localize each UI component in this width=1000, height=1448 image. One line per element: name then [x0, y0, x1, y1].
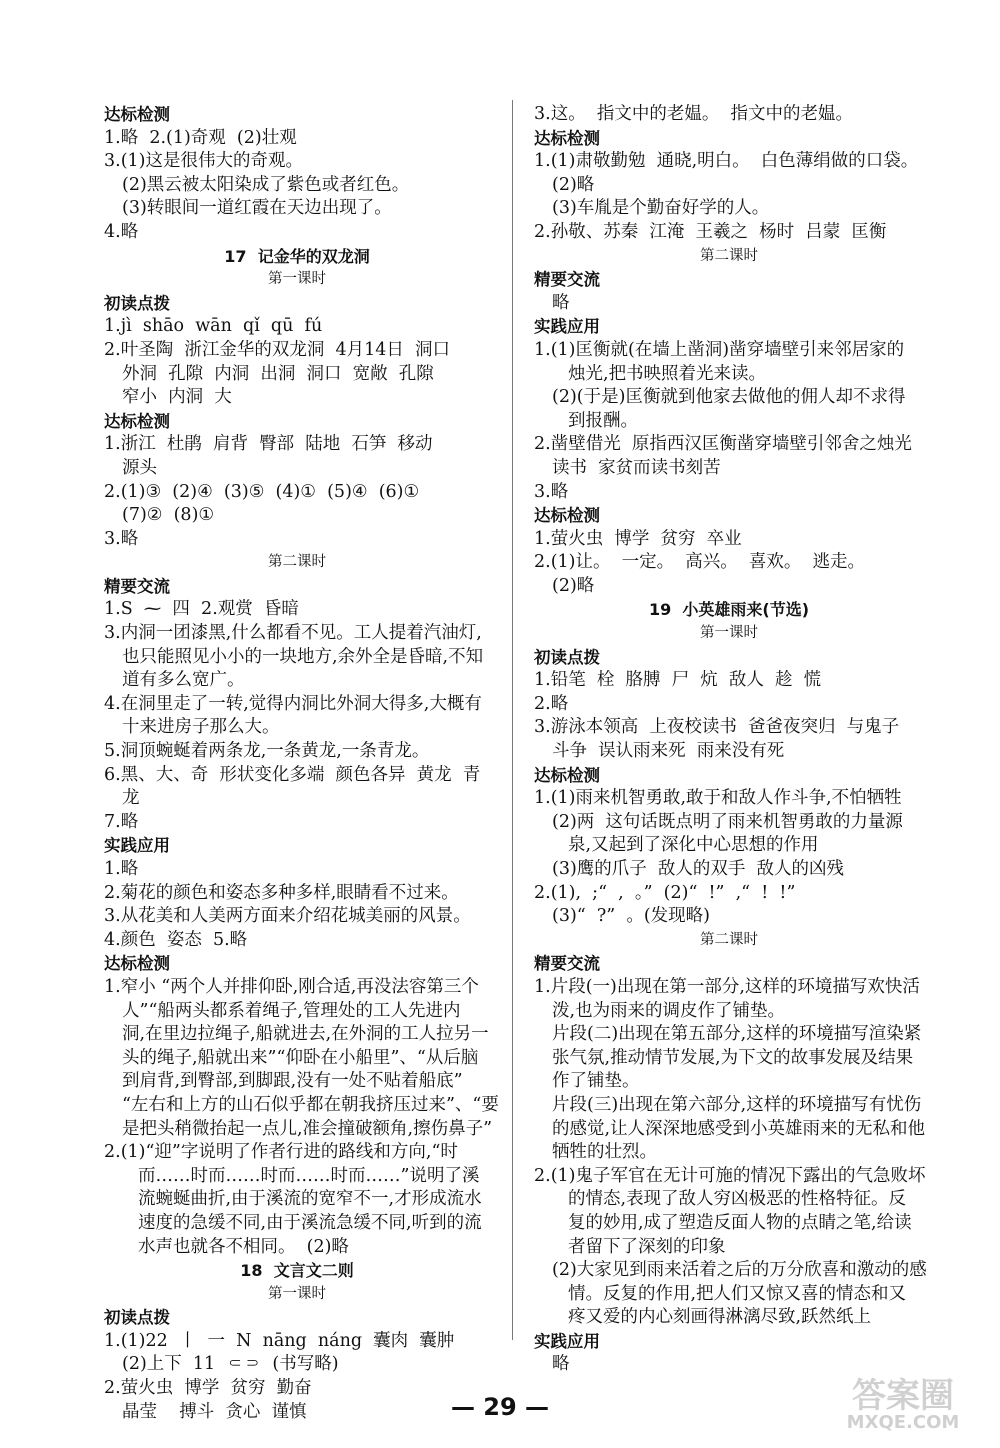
- left-column: [104, 103, 499, 1424]
- answer-line: 略: [552, 292, 570, 313]
- answer-line: 3.这。 指文中的老媪。 指文中的老媪。: [534, 104, 853, 124]
- answer-line: 水声也就各不相同。 (2)略: [138, 1236, 349, 1257]
- section-heading: 第二课时: [700, 247, 758, 264]
- answer-line: 速度的急缓不同,由于溪流急缓不同,听到的流: [138, 1212, 482, 1233]
- answer-line: 源头: [122, 457, 157, 478]
- answer-line: 4.在洞里走了一转,觉得内洞比外洞大得多,大概有: [104, 693, 482, 714]
- answer-line: 牺牲的壮烈。: [552, 1142, 657, 1163]
- column-divider: [512, 100, 513, 1340]
- section-heading: 精要交流: [104, 576, 170, 596]
- answer-line: 1.S ⁓ 四 2.观赏 昏暗: [104, 599, 299, 620]
- page-number: — 29 —: [450, 1393, 550, 1421]
- answer-line: (2)上下 11 ⸦⸧ (书写略): [122, 1354, 339, 1375]
- answer-line: 张气氛,推动情节发展,为下文的故事发展及结果: [552, 1047, 914, 1068]
- answer-line: 1.略: [104, 859, 139, 879]
- answer-line: 略: [552, 1354, 570, 1375]
- answer-line: 1.片段(一)出现在第一部分,这样的环境描写欢快活: [534, 976, 920, 997]
- answer-line: (3)“ ?” 。(发现略): [552, 906, 710, 927]
- section-heading: 第二课时: [268, 554, 326, 571]
- answer-line: 1.铅笔 栓 胳膊 尸 炕 敌人 趁 慌: [534, 670, 822, 691]
- answer-line: 者留下了深刻的印象: [568, 1236, 726, 1257]
- answer-line: 的感觉,让人深深地感受到小英雄雨来的无私和他: [552, 1118, 926, 1139]
- answer-line: 的情态,表现了敌人穷凶极恶的性格特征。反: [568, 1189, 907, 1210]
- answer-line: (2)黑云被太阳染成了紫色或者红色。: [122, 174, 410, 195]
- answer-line: 晶莹 搏斗 贪心 谨慎: [122, 1401, 307, 1422]
- answer-line: 2.略: [534, 693, 569, 714]
- answer-line: 洞,在里边拉绳子,船就进去,在外洞的工人拉另一: [122, 1024, 489, 1045]
- watermark-logo: [818, 1368, 988, 1442]
- answer-line: 烛光,把书映照着光来读。: [568, 363, 767, 384]
- answer-line: 头的绳子,船就出来”“仰卧在小船里”、“从后脑: [122, 1047, 479, 1068]
- answer-line: 到肩背,到臀部,到脚跟,没有一处不贴着船底”: [122, 1071, 463, 1092]
- section-heading: 19 小英雄雨来(节选): [648, 600, 810, 620]
- answer-line: 人”“船两头都系着绳子,管理处的工人先进内: [122, 1000, 461, 1021]
- answer-line: 4.颜色 姿态 5.略: [104, 929, 248, 950]
- section-heading: 达标检测: [104, 954, 170, 974]
- answer-line: (2)两 这句话既点明了雨来机智勇敢的力量源: [552, 811, 903, 832]
- answer-line: 1.(1)22 丨 一 N nāng náng 囊肉 囊肿: [104, 1330, 455, 1351]
- section-heading: 初读点拨: [104, 1308, 170, 1328]
- answer-line: 1.(1)肃敬勤勉 通晓,明白。 白色薄绢做的口袋。: [534, 151, 919, 172]
- answer-line: 情。反复的作用,把人们又惊又喜的情态和又: [568, 1283, 907, 1304]
- section-heading: 实践应用: [534, 1331, 600, 1351]
- answer-line: 泼,也为雨来的调皮作了铺垫。: [552, 1000, 786, 1021]
- answer-line: 4.略: [104, 221, 139, 242]
- section-heading: 精要交流: [534, 954, 600, 974]
- answer-line: 1.萤火虫 博学 贫穷 卒业: [534, 528, 742, 549]
- answer-line: 流蜿蜒曲折,由于溪流的宽窄不一,才形成流水: [138, 1189, 482, 1210]
- answer-line: 2.叶圣陶 浙江金华的双龙洞 4月14日 洞口: [104, 339, 450, 360]
- answer-line: 3.略: [534, 481, 569, 502]
- answer-line: 3.内洞一团漆黑,什么都看不见。工人提着汽油灯,: [104, 623, 482, 644]
- answer-line: 而……时而……时而……时而……”说明了溪: [138, 1165, 480, 1186]
- answer-line: (3)鹰的爪子 敌人的双手 敌人的凶残: [552, 859, 845, 879]
- section-heading: 18 文言文二则: [240, 1261, 354, 1281]
- answer-line: 斗争 误认雨来死 雨来没有死: [552, 741, 785, 762]
- answer-line: 2.(1)让。 一定。 高兴。 喜欢。 逃走。: [534, 552, 865, 573]
- answer-line: 2.(1)“迎”字说明了作者行进的路线和方向,“时: [104, 1142, 458, 1163]
- answer-line: (3)车胤是个勤奋好学的人。: [552, 198, 770, 219]
- section-heading: 实践应用: [534, 317, 600, 337]
- answer-line: (2)大家见到雨来活着之后的万分欣喜和激动的感: [552, 1260, 927, 1281]
- answer-line: 1.(1)匡衡就(在墙上凿洞)凿穿墙壁引来邻居家的: [534, 339, 905, 360]
- answer-line: 疼又爱的内心刻画得淋漓尽致,跃然纸上: [568, 1307, 872, 1328]
- answer-line: (2)(于是)匡衡就到他家去做他的佣人却不求得: [552, 387, 906, 408]
- answer-line: 6.黑、大、奇 形状变化多端 颜色各异 黄龙 青: [104, 764, 481, 785]
- answer-line: 2.凿壁借光 原指西汉匡衡凿穿墙壁引邻舍之烛光: [534, 434, 912, 455]
- answer-line: 7.略: [104, 811, 139, 832]
- answer-line: 龙: [122, 788, 140, 809]
- section-heading: 第一课时: [700, 625, 758, 642]
- section-heading: 精要交流: [534, 270, 600, 290]
- section-heading: 17 记金华的双龙洞: [224, 246, 370, 266]
- answer-line: 1.略 2.(1)奇观 (2)壮观: [104, 127, 297, 148]
- answer-line: 1.浙江 杜鹃 肩背 臀部 陆地 石笋 移动: [104, 434, 433, 455]
- section-heading: 达标检测: [104, 411, 170, 431]
- answer-line: 也只能照见小小的一块地方,余外全是昏暗,不知: [122, 646, 484, 667]
- answer-line: 是把头稍微抬起一点儿,准会撞破额角,擦伤鼻子”: [122, 1118, 493, 1139]
- answer-line: (3)转眼间一道红霞在天边出现了。: [122, 198, 392, 219]
- answer-line: 2.(1)鬼子军官在无计可施的情况下露出的气急败坏: [534, 1165, 926, 1186]
- answer-line: 道有多么宽广。: [122, 670, 245, 691]
- answer-line: 1.jì shāo wān qǐ qū fú: [104, 316, 323, 337]
- answer-line: (2)略: [552, 575, 595, 596]
- answer-line: 3.(1)这是很伟大的奇观。: [104, 151, 303, 172]
- section-heading: 第二课时: [700, 931, 758, 948]
- answer-line: 复的妙用,成了塑造反面人物的点睛之笔,给读: [568, 1212, 912, 1233]
- section-heading: 初读点拨: [534, 647, 600, 667]
- section-heading: 第一课时: [268, 1285, 326, 1302]
- section-heading: 达标检测: [534, 128, 600, 148]
- answer-line: 外洞 孔隙 内洞 出洞 洞口 宽敞 孔隙: [122, 363, 434, 384]
- watermark-text: 答案圈: [852, 1376, 954, 1416]
- answer-line: 泉,又起到了深化中心思想的作用: [568, 835, 819, 856]
- answer-line: 2.孙敬、苏秦 江淹 王羲之 杨时 吕蒙 匡衡: [534, 221, 887, 242]
- answer-line: “左右和上方的山石似乎都在朝我挤压过来”、“要: [122, 1094, 499, 1115]
- answer-line: 2.(1), ;“ , 。” (2)“ !” ,“ ! !”: [534, 882, 796, 903]
- answer-line: (2)略: [552, 174, 595, 195]
- answer-line: 3.从花美和人美两方面来介绍花城美丽的风景。: [104, 906, 471, 927]
- answer-line: (7)② (8)①: [122, 505, 215, 526]
- section-heading: 初读点拨: [104, 293, 170, 313]
- answer-line: 作了铺垫。: [552, 1071, 640, 1092]
- answer-line: 1.(1)雨来机智勇敢,敢于和敌人作斗争,不怕牺牲: [534, 788, 902, 809]
- section-heading: 第一课时: [268, 271, 326, 288]
- answer-line: 读书 家贫而读书刻苦: [552, 457, 721, 478]
- answer-line: 窄小 内洞 大: [122, 387, 232, 408]
- answer-line: 3.游泳本领高 上夜校读书 爸爸夜突归 与鬼子: [534, 717, 900, 738]
- answer-line: 2.菊花的颜色和姿态多种多样,眼睛看不过来。: [104, 882, 459, 903]
- answer-line: 2.萤火虫 博学 贫穷 勤奋: [104, 1378, 312, 1399]
- answer-line: 十来进房子那么大。: [122, 717, 280, 738]
- section-heading: 达标检测: [104, 105, 170, 124]
- answer-line: 3.略: [104, 528, 139, 549]
- answer-line: 到报酬。: [568, 410, 638, 431]
- answer-line: 5.洞顶蜿蜒着两条龙,一条黄龙,一条青龙。: [104, 741, 430, 762]
- answer-line: 片段(三)出现在第六部分,这样的环境描写有忧伤: [552, 1094, 922, 1115]
- right-column: [534, 103, 927, 1377]
- answer-line: 2.(1)③ (2)④ (3)⑤ (4)① (5)④ (6)①: [104, 481, 420, 502]
- section-heading: 达标检测: [534, 506, 600, 526]
- section-heading: 实践应用: [104, 836, 170, 856]
- section-heading: 达标检测: [534, 765, 600, 785]
- answer-line: 片段(二)出现在第五部分,这样的环境描写渲染紧: [552, 1024, 922, 1045]
- watermark-url: MXQE.COM: [846, 1412, 960, 1433]
- answer-line: 1.窄小 “两个人并排仰卧,刚合适,再没法容第三个: [104, 976, 479, 997]
